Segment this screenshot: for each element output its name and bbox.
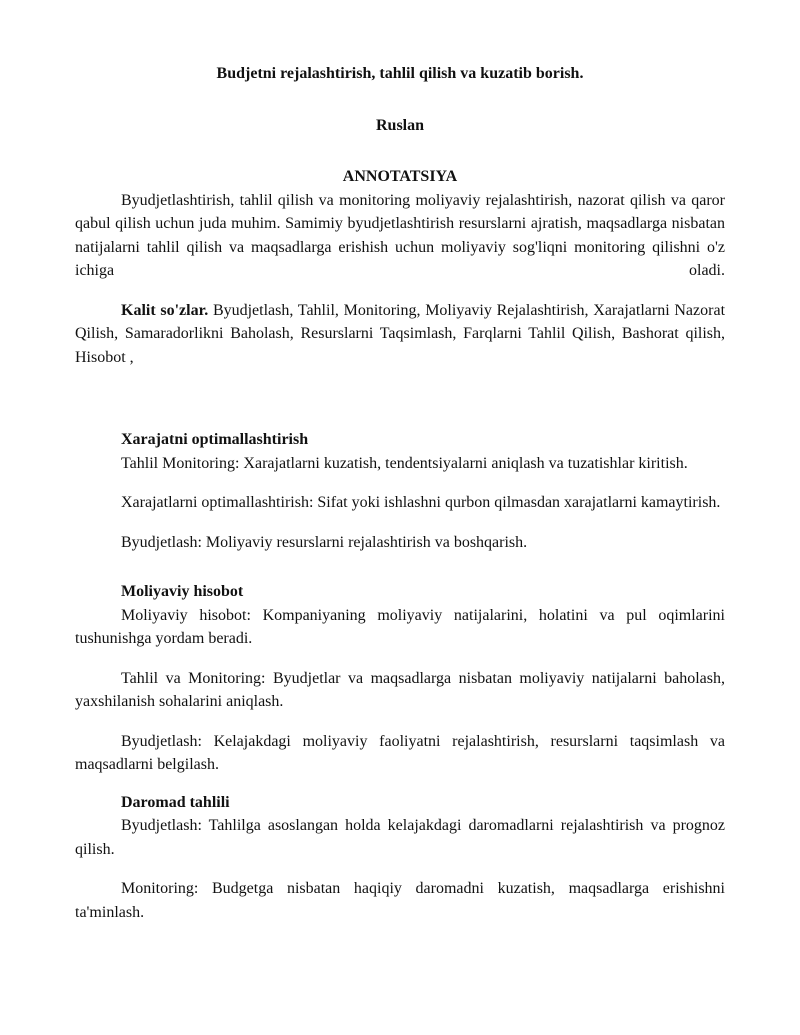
section-paragraph: Byudjetlash: Kelajakdagi moliyaviy faoliyatni rejalashtirish, resurslarni taqsimlash va maqsadlarni belgilash. xyxy=(75,732,725,773)
section-heading-financial-report: Moliyaviy hisobot xyxy=(121,583,244,600)
keywords-list: Byudjetlash, Tahlil, Monitoring, Moliyaviy Rejalashtirish, Xarajatlarni Nazorat Qilish, Samaradorlikni Baholash, Resurslarni Taqsimlash, Farqlarni Tahlil Qilish, Bashorat qilish, Hisobot , xyxy=(75,301,726,366)
section-paragraph: Xarajatlarni optimallashtirish: Sifat yoki ishlashni qurbon qilmasdan xarajatlarni kamaytirish. xyxy=(121,494,721,511)
keywords-label: Kalit so'zlar. xyxy=(121,301,209,319)
section-heading-revenue-analysis: Daromad tahlili xyxy=(121,793,230,811)
annotation-paragraph: Byudjetlashtirish, tahlil qilish va monitoring moliyaviy rejalashtirish, nazorat qilish va qaror qabul qilish uchun juda muhim. Samimiy byudjetlashtirish resurslarni ajratish, maqsadlarga nisbatan natijalarni tahlil qilish va maqsadlarga erishish uchun moliyaviy sog'liqni monitoring qilishni o'z ichiga oladi. xyxy=(75,191,725,279)
section-paragraph: Byudjetlash: Tahlilga asoslangan holda kelajakdagi daromadlarni rejalashtirish va prognoz qilish. xyxy=(75,817,725,858)
keywords-paragraph xyxy=(75,299,725,370)
section-paragraph: Monitoring: Budgetga nisbatan haqiqiy daromadni kuzatish, maqsadlarga erishishni ta'minlash. xyxy=(75,880,725,921)
section-paragraph: Moliyaviy hisobot: Kompaniyaning moliyaviy natijalarini, holatini va pul oqimlarini tushunishga yordam beradi. xyxy=(75,606,725,647)
document-title: Budjetni rejalashtirish, tahlil qilish va kuzatib borish. xyxy=(216,65,584,82)
section-heading-cost-optimization: Xarajatni optimallashtirish xyxy=(121,431,309,448)
section-paragraph: Tahlil Monitoring: Xarajatlarni kuzatish, tendentsiyalarni aniqlash va tuzatishlar kiritish. xyxy=(121,454,688,472)
document-page xyxy=(75,62,725,924)
section-paragraph: Byudjetlash: Moliyaviy resurslarni rejalashtirish va boshqarish. xyxy=(121,533,528,551)
section-paragraph: Tahlil va Monitoring: Byudjetlar va maqsadlarga nisbatan moliyaviy natijalarni baholash, yaxshilanish sohalarini aniqlash. xyxy=(75,669,725,710)
annotation-heading: ANNOTATSIYA xyxy=(342,168,458,185)
author-name: Ruslan xyxy=(375,116,425,134)
